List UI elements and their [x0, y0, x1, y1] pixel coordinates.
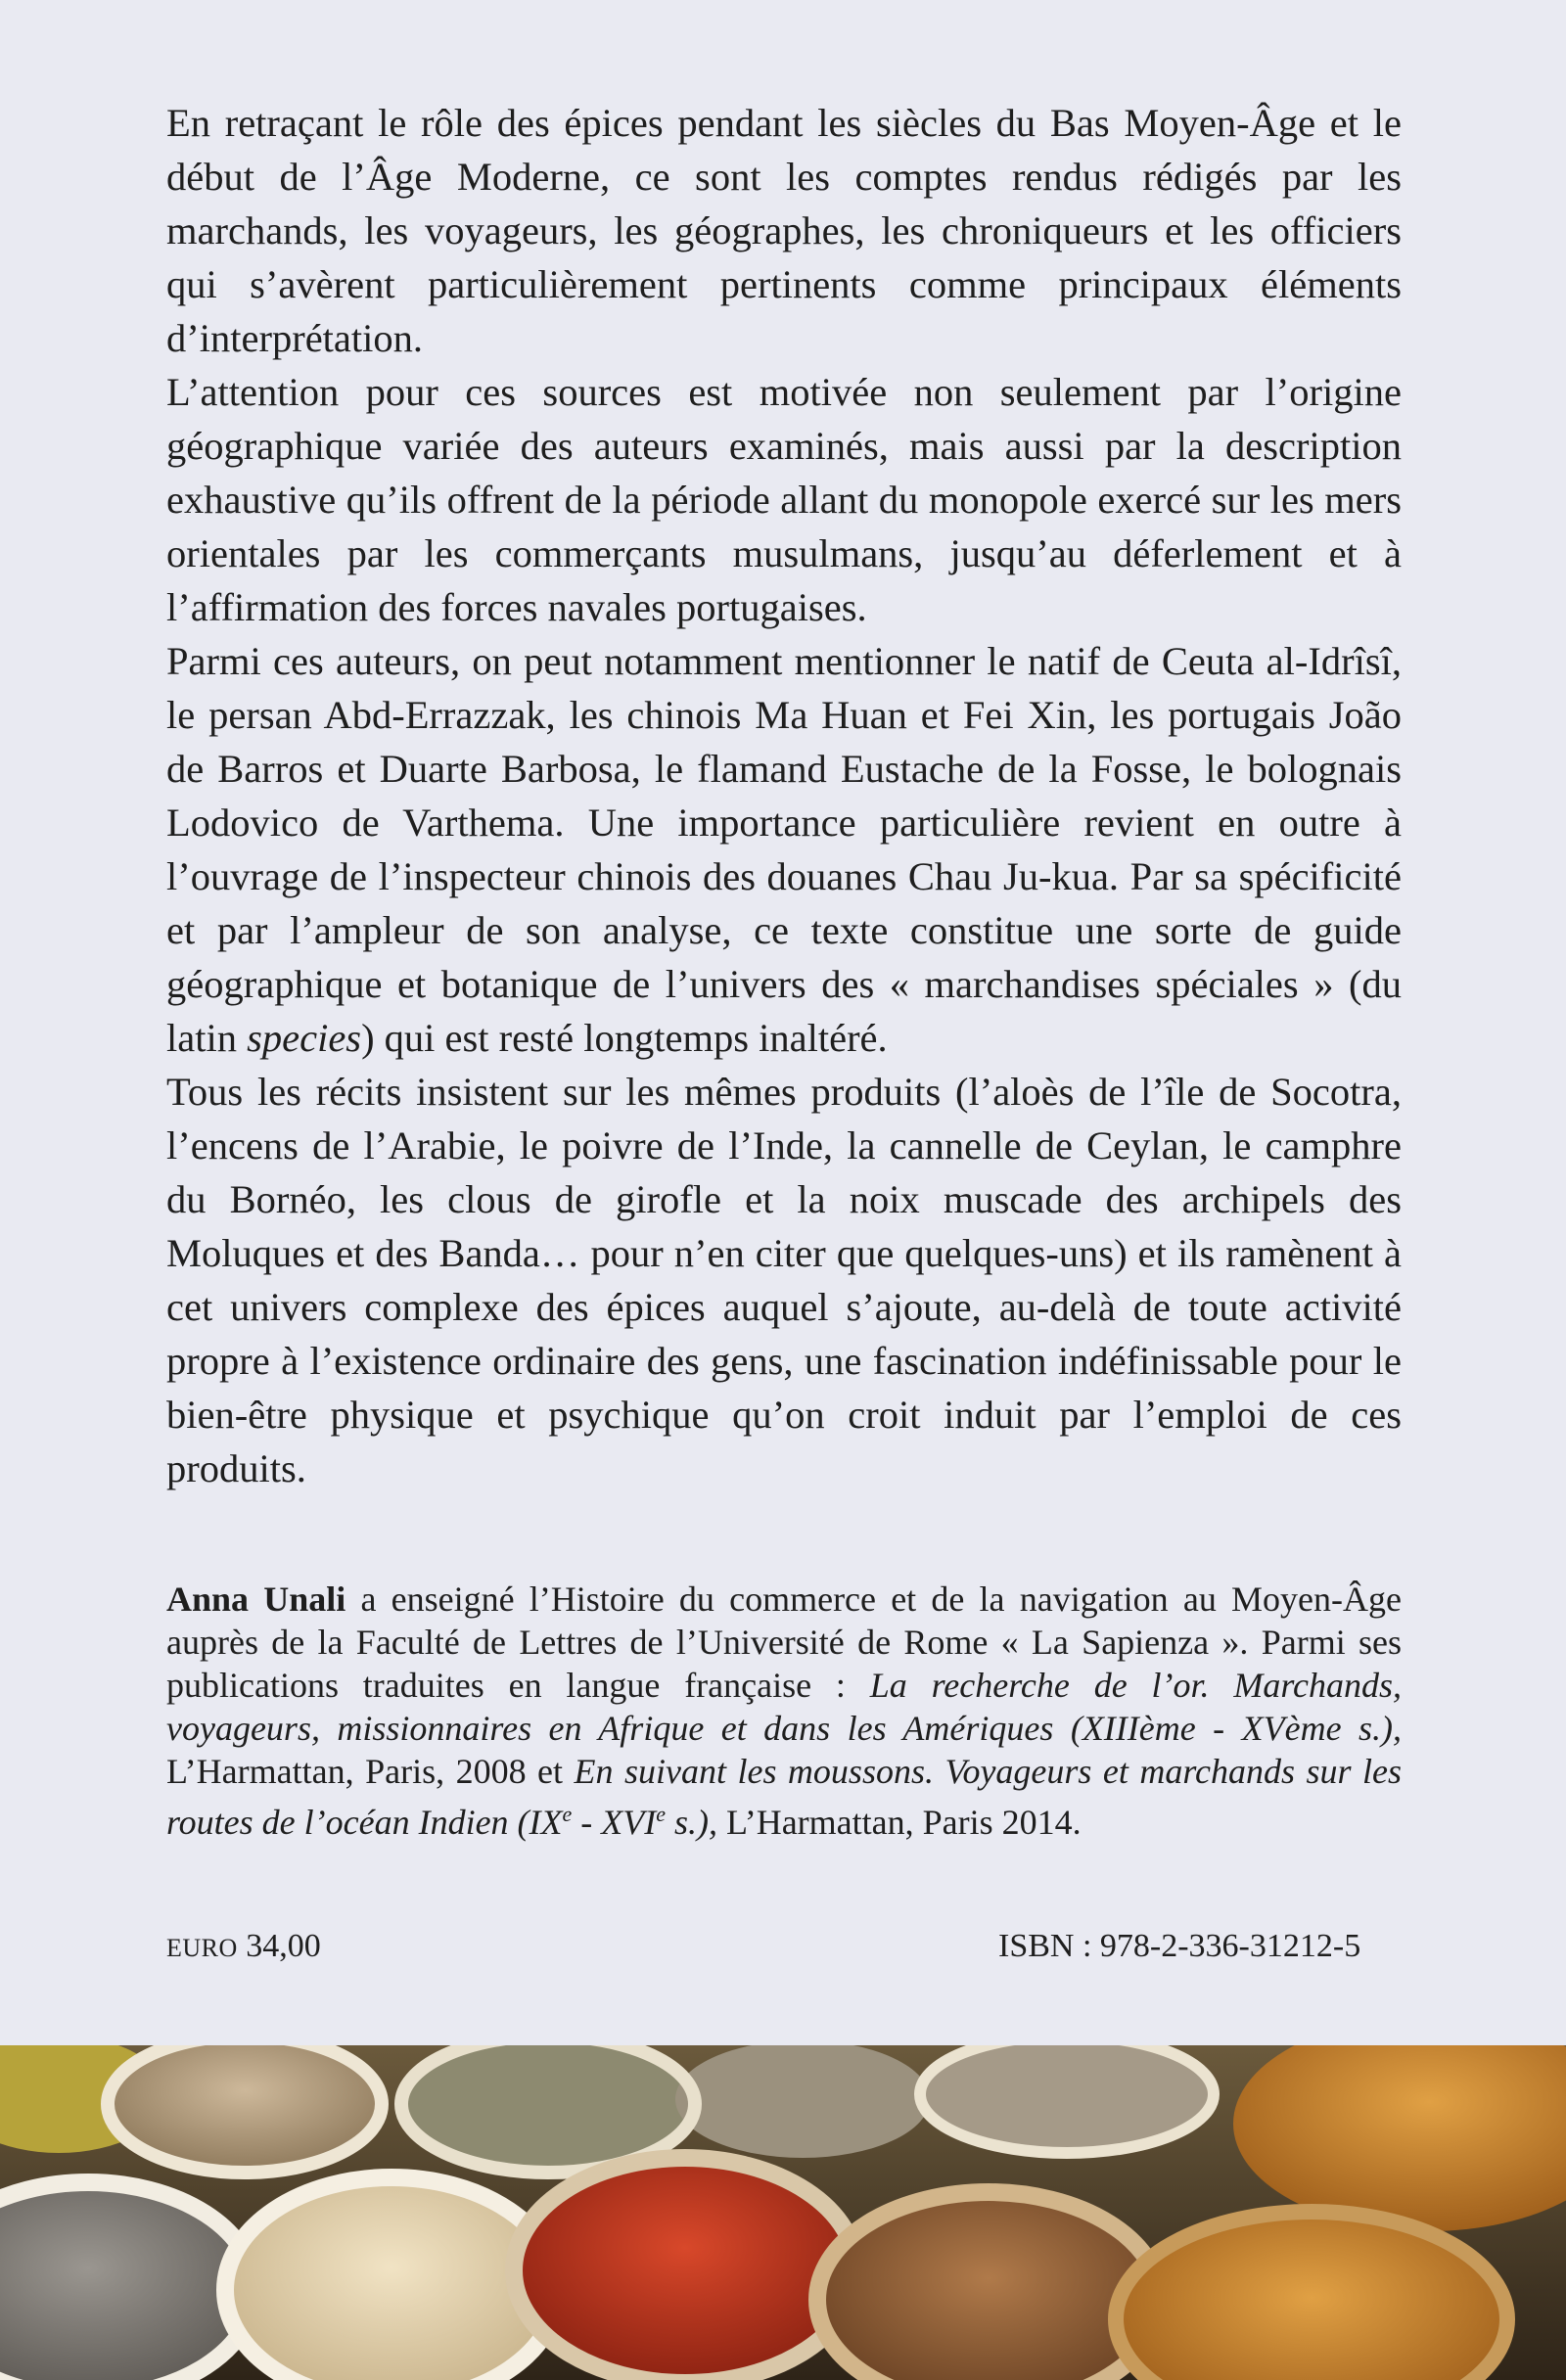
book-title-2-part-c: s.),	[666, 1803, 718, 1842]
bio-text-1: a enseigné l’Histoire du commerce et de la navigation au Moyen-Âge auprès de la Faculté de Lettres de l’Université de Rome « La Sapienza ». Parmi ses publications traduites en langue française :	[166, 1579, 1402, 1705]
summary-paragraph-1: En retraçant le rôle des épices pendant les siècles du Bas Moyen-Âge et le début de l’Âge Moderne, ce sont les comptes rendus rédigés par les marchands, les voyageurs, les géographes, les chroniqueurs et les officiers qui s’avèrent particulièrement pertinents comme principaux éléments d’interprétation.	[166, 101, 1402, 360]
superscript-e: e	[562, 1802, 573, 1826]
price	[166, 1928, 321, 1965]
author-bio-paragraph	[166, 1578, 1402, 1844]
summary-paragraph-2: L’attention pour ces sources est motivée non seulement par l’origine géographique variée des auteurs examinés, mais aussi par la description exhaustive qu’ils offrent de la période allant du monopole exercé sur les mers orientales par les commerçants musulmans, jusqu’au déferlement et à l’affirmation des forces navales portugaises.	[166, 370, 1402, 629]
author-bio	[166, 1578, 1402, 1844]
price-amount: 34,00	[246, 1928, 321, 1964]
isbn: ISBN : 978-2-336-31212-5	[998, 1928, 1361, 1964]
book-title-2-part-b: - XVI	[572, 1803, 657, 1842]
publisher-1: L’Harmattan, Paris, 2008 et	[166, 1752, 575, 1791]
spice-sacks-illustration	[0, 2045, 1566, 2380]
superscript-e: e	[656, 1802, 667, 1826]
back-cover-summary	[166, 96, 1402, 1495]
latin-term: species	[247, 1016, 362, 1060]
spice-sacks-photo	[0, 2045, 1566, 2380]
sack-back-grey	[675, 2045, 930, 2158]
author-name: Anna Unali	[166, 1579, 346, 1619]
summary-paragraph-3-text: Parmi ces auteurs, on peut notamment mentionner le natif de Ceuta al-Idrîsî, le persan Abd-Errazzak, les chinois Ma Huan et Fei Xin, les portugais João de Barros et Duarte Barbosa, le flamand Eustache de la Fosse, le bolognais Lodovico de Varthema. Une importance particulière revient en outre à l’ouvrage de l’inspecteur chinois des douanes Chau Ju-kua. Par sa spécificité et par l’ampleur de son analyse, ce texte constitue une sorte de guide géographique et botanique de l’univers des « marchandises spéciales » (du latin	[166, 639, 1402, 1060]
summary-paragraph-3-tail: ) qui est resté longtemps inaltéré.	[361, 1016, 888, 1060]
summary-paragraph-4: Tous les récits insistent sur les mêmes produits (l’aloès de l’île de Socotra, l’encens de l’Arabie, le poivre de l’Inde, la cannelle de Ceylan, le camphre du Bornéo, les clous de girofle et la noix muscade des archipels des Moluques et des Banda… pour n’en citer que quelques-uns) et ils ramènent à cet univers complexe des épices auquel s’ajoute, au-delà de toute activité propre à l’existence ordinaire des gens, une fascination indéfinissable pour le bien-être physique et psychique qu’on croit induit par l’emploi de ces produits.	[166, 1070, 1402, 1490]
book-title-1: La recherche de l’or. Marchands, voyageurs, missionnaires en Afrique et dans les Amériques (XIIIème - XVème s.),	[166, 1666, 1402, 1748]
book-title-2-part-a: En suivant les moussons. Voyageurs et marchands sur les routes de l’océan Indien (IX	[166, 1752, 1402, 1842]
summary-paragraph-3	[166, 634, 1402, 1065]
publisher-2: L’Harmattan, Paris 2014.	[717, 1803, 1082, 1842]
price-currency: EURO	[166, 1934, 238, 1962]
